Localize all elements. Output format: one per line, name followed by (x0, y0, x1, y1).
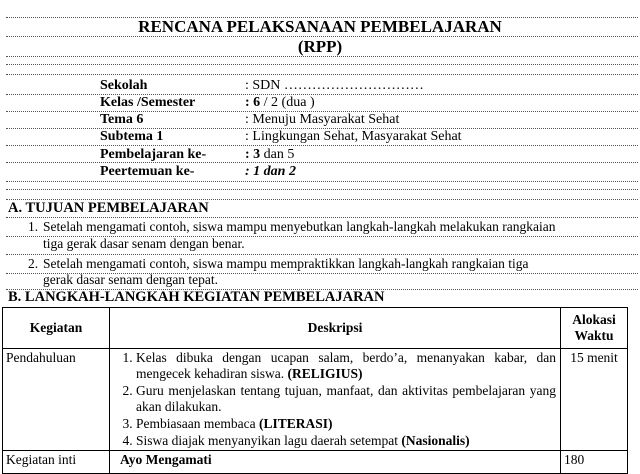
identity-label-tema: Tema 6 (100, 112, 144, 127)
identity-label-kelas: Kelas /Semester (100, 95, 196, 110)
table-header-row (3, 308, 628, 349)
identity-label-pembelajaran: Pembelajaran ke- (100, 147, 207, 162)
identity-label-pertemuan: Peertemuan ke- (100, 164, 195, 179)
cell-alokasi: 180 (561, 451, 628, 474)
page-title: RENCANA PELAKSANAAN PEMBELAJARAN (138, 17, 502, 36)
list-item: 1. Kelas dibuka dengan ucapan salam, berdo’a, menanyakan kabar, dan mengecek kehadiran siswa. (RELIGIUS) (136, 350, 556, 382)
identity-value-pembelajaran: : 3 dan 5 (245, 147, 295, 162)
header-kegiatan: Kegiatan (3, 308, 110, 349)
table-row (3, 451, 628, 474)
identity-label-sekolah: Sekolah (100, 78, 148, 93)
identity-label-subtema: Subtema 1 (100, 129, 164, 144)
identity-value-subtema: : Lingkungan Sehat, Masyarakat Sehat (245, 129, 462, 144)
identity-value-pertemuan: : 1 dan 2 (245, 164, 296, 179)
cell-kegiatan: Pendahuluan (3, 349, 110, 451)
page-subtitle: (RPP) (297, 37, 343, 56)
list-item: 2. Guru menjelaskan tentang tujuan, manfaat, dan aktivitas pembelajaran yang akan dilakukan. (136, 383, 556, 415)
section-a-heading: A. TUJUAN PEMBELAJARAN (8, 200, 209, 216)
steps-list (110, 350, 560, 449)
list-item: 3. Pembiasaan membaca (LITERASI) (136, 416, 556, 432)
identity-value-sekolah: : SDN ………………………… (245, 78, 424, 93)
identity-value-kelas: : 6 / 2 (dua ) (245, 95, 315, 110)
objective-number: 2. (28, 256, 39, 271)
cell-deskripsi: Ayo Mengamati (110, 451, 561, 474)
objective-text-cont: gerak dasar senam dengan tepat. (43, 272, 219, 287)
table-row (3, 349, 628, 451)
cell-kegiatan: Kegiatan inti (3, 451, 110, 474)
activity-table (2, 307, 628, 474)
header-alokasi: Alokasi Waktu (561, 308, 628, 349)
cell-deskripsi (110, 349, 561, 451)
header-deskripsi: Deskripsi (110, 308, 561, 349)
list-item: 4. Siswa diajak menyanyikan lagu daerah setempat (Nasionalis) (136, 433, 556, 449)
objective-number: 1. (28, 219, 39, 234)
section-b-heading: B. LANGKAH-LANGKAH KEGIATAN PEMBELAJARAN (8, 289, 385, 305)
identity-value-tema: : Menuju Masyarakat Sehat (245, 112, 400, 127)
objective-text: Setelah mengamati contoh, siswa mampu mempraktikkan langkah-langkah rangkaian tiga (43, 256, 529, 271)
objective-text: Setelah mengamati contoh, siswa mampu menyebutkan langkah-langkah melakukan rangkaian (43, 219, 556, 234)
cell-alokasi: 15 menit (561, 349, 628, 451)
objective-text-cont: tiga gerak dasar senam dengan benar. (43, 236, 245, 251)
